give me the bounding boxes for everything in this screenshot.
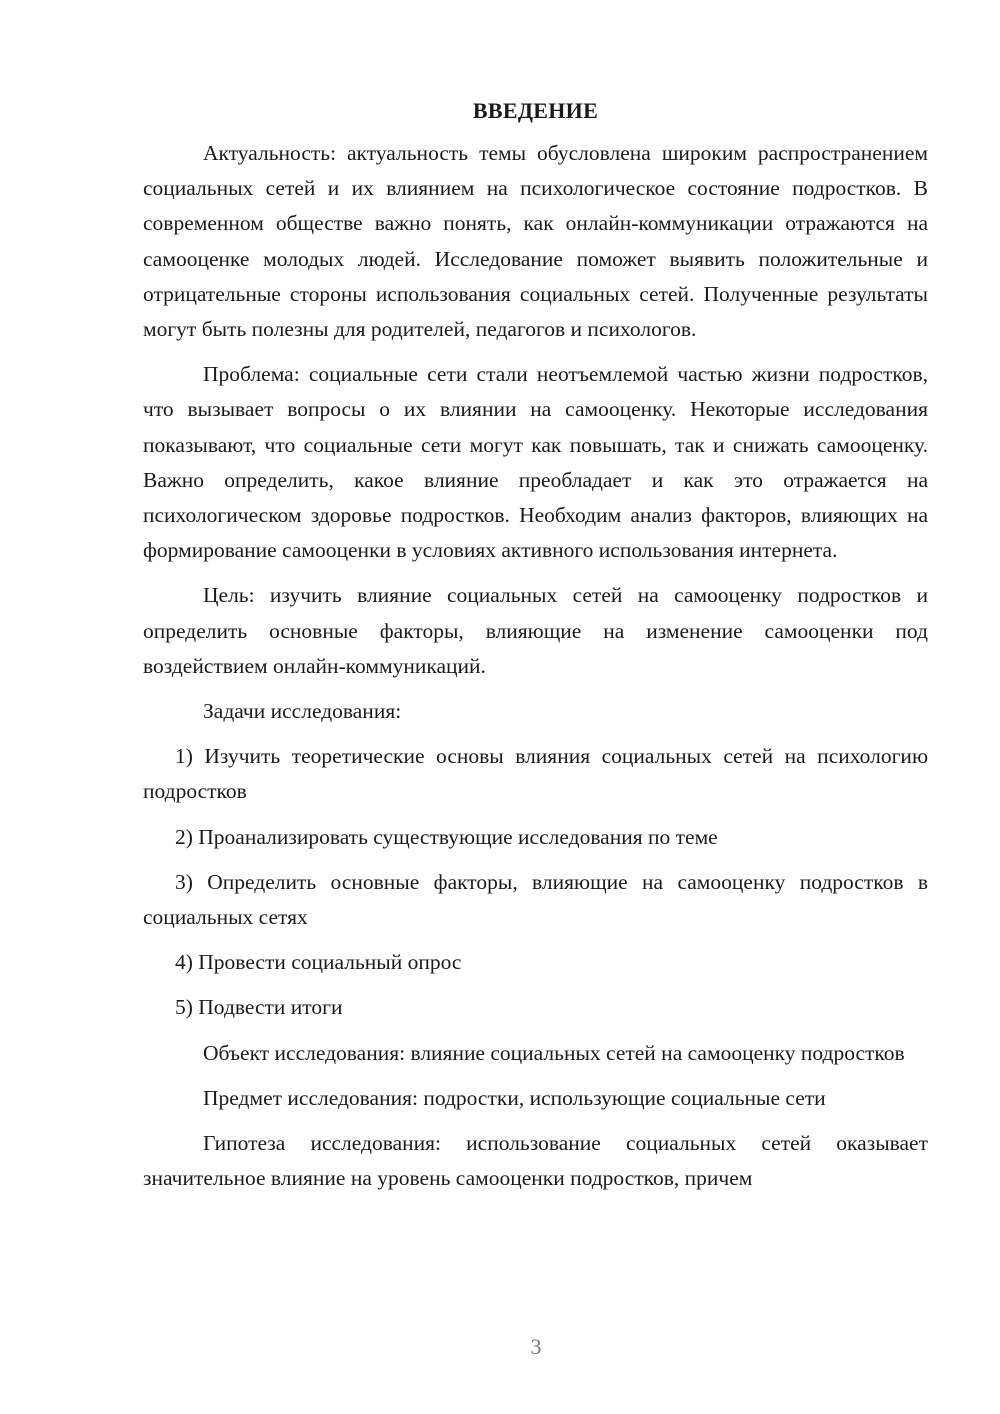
section-title: ВВЕДЕНИЕ xyxy=(472,98,599,123)
task-item: 2) Проанализировать существующие исследования по теме xyxy=(175,824,718,849)
task-item: 3) Определить основные факторы, влияющие на самооценку подростков в социальных сетях xyxy=(143,869,928,930)
document-page xyxy=(143,96,928,1206)
relevance-paragraph: Актуальность: актуальность темы обусловлена широким распространением социальных сетей и их влиянием на психологическое состояние подростков. В современном обществе важно понять, как онлайн-коммуникации отражаются на самооценке молодых людей. Исследование поможет выявить положительные и отрицательные стороны использования социальных сетей. Полученные результаты могут быть полезны для родителей, педагогов и психологов. xyxy=(143,141,928,342)
subject-paragraph: Предмет исследования: подростки, использующие социальные сети xyxy=(203,1085,826,1110)
task-item: 1) Изучить теоретические основы влияния социальных сетей на психологию подростков xyxy=(143,744,928,804)
page-number: 3 xyxy=(530,1334,542,1359)
hypothesis-paragraph: Гипотеза исследования: использование социальных сетей оказывает значительное влияние на уровень самооценки подростков, причем xyxy=(143,1131,928,1191)
goal-paragraph: Цель: изучить влияние социальных сетей на самооценку подростков и определить основные факторы, влияющие на изменение самооценки под воздействием онлайн-коммуникаций. xyxy=(143,583,928,678)
problem-paragraph: Проблема: социальные сети стали неотъемлемой частью жизни подростков, что вызывает вопросы о их влиянии на самооценку. Некоторые исследования показывают, что социальные сети могут как повышать, так и снижать самооценку. Важно определить, какое влияние преобладает и как это отражается на психологическом здоровье подростков. Необходим анализ факторов, влияющих на формирование самооценки в условиях активного использования интернета. xyxy=(143,362,928,563)
tasks-heading: Задачи исследования: xyxy=(203,699,402,724)
object-paragraph: Объект исследования: влияние социальных сетей на самооценку подростков xyxy=(203,1040,905,1065)
task-item: 5) Подвести итоги xyxy=(175,995,343,1020)
task-item: 4) Провести социальный опрос xyxy=(175,950,462,975)
